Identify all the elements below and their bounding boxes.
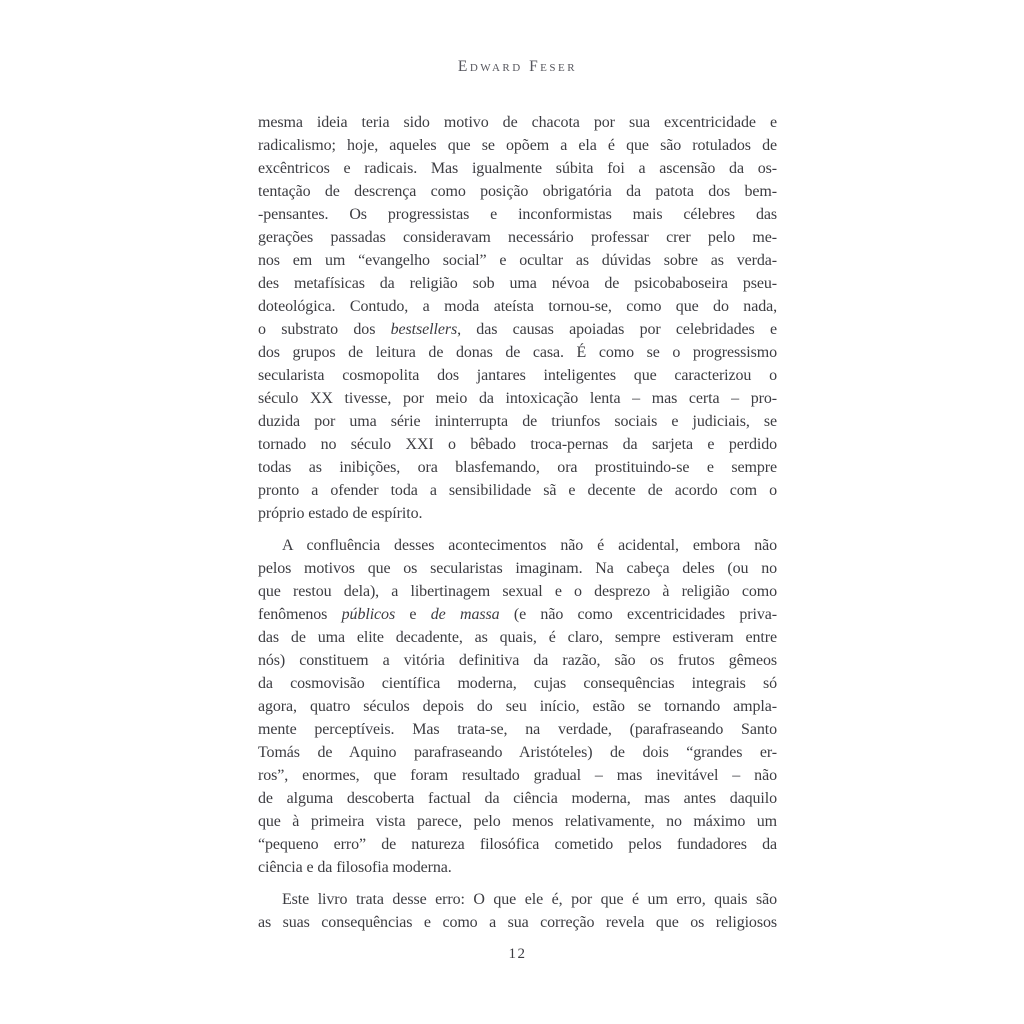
text-line: que à primeira vista parece, pelo menos relativamente, no máximo um <box>258 813 777 830</box>
text-line: de alguma descoberta factual da ciência moderna, mas antes daquilo <box>258 790 777 807</box>
body-text <box>258 111 777 943</box>
text-line: todas as inibições, ora blasfemando, ora prostituindo-se e sempre <box>258 459 777 476</box>
text-line: pronto a ofender toda a sensibilidade sã e decente de acordo com o <box>258 482 777 499</box>
paragraph <box>258 111 777 525</box>
text-line: ros”, enormes, que foram resultado gradual – mas inevitável – não <box>258 767 777 784</box>
paragraph <box>258 888 777 934</box>
text-line: pelos motivos que os secularistas imaginam. Na cabeça deles (ou no <box>258 560 777 577</box>
text-line: Este livro trata desse erro: O que ele é, por que é um erro, quais são <box>282 891 777 908</box>
text-line: fenômenos públicos e de massa (e não como excentricidades priva- <box>258 606 777 623</box>
running-header: Edward Feser <box>457 58 578 75</box>
text-line: nos em um “evangelho social” e ocultar as dúvidas sobre as verda- <box>258 252 777 269</box>
text-line: duzida por uma série ininterrupta de triunfos sociais e judiciais, se <box>258 413 777 430</box>
text-line: “pequeno erro” de natureza filosófica cometido pelos fundadores da <box>258 836 777 853</box>
text-line: tentação de descrença como posição obrigatória da patota dos bem- <box>258 183 777 200</box>
text-line: gerações passadas consideravam necessário professar crer pelo me- <box>258 229 777 246</box>
text-line: tornado no século XXI o bêbado troca-pernas da sarjeta e perdido <box>258 436 777 453</box>
text-line: des metafísicas da religião sob uma névoa de psicobaboseira pseu- <box>258 275 777 292</box>
text-line: radicalismo; hoje, aqueles que se opõem a ela é que são rotulados de <box>258 137 777 154</box>
text-line: que restou dela), a libertinagem sexual e o desprezo à religião como <box>258 583 777 600</box>
text-line: das de uma elite decadente, as quais, é claro, sempre estiveram entre <box>258 629 777 646</box>
text-line: mente perceptíveis. Mas trata-se, na verdade, (parafraseando Santo <box>258 721 777 738</box>
text-line: século XX tivesse, por meio da intoxicação lenta – mas certa – pro- <box>258 390 777 407</box>
text-line: as suas consequências e como a sua correção revela que os religiosos <box>258 914 777 931</box>
text-line: -pensantes. Os progressistas e inconformistas mais célebres das <box>258 206 777 223</box>
text-line: A confluência desses acontecimentos não é acidental, embora não <box>282 537 777 554</box>
text-line: mesma ideia teria sido motivo de chacota por sua excentricidade e <box>258 114 777 131</box>
text-line: Tomás de Aquino parafraseando Aristóteles) de dois “grandes er- <box>258 744 777 761</box>
page-number: 12 <box>508 946 527 962</box>
text-line: nós) constituem a vitória definitiva da razão, são os frutos gêmeos <box>258 652 777 669</box>
text-line: secularista cosmopolita dos jantares inteligentes que caracterizou o <box>258 367 777 384</box>
text-line: da cosmovisão científica moderna, cujas consequências integrais só <box>258 675 777 692</box>
text-line: ciência e da filosofia moderna. <box>258 859 452 876</box>
text-line: doteológica. Contudo, a moda ateísta tornou-se, como que do nada, <box>258 298 777 315</box>
text-line: excêntricos e radicais. Mas igualmente súbita foi a ascensão da os- <box>258 160 777 177</box>
text-line: o substrato dos bestsellers, das causas apoiadas por celebridades e <box>258 321 777 338</box>
text-line: próprio estado de espírito. <box>258 505 423 522</box>
text-line: agora, quatro séculos depois do seu início, estão se tornando ampla- <box>258 698 777 715</box>
paragraph <box>258 534 777 879</box>
text-line: dos grupos de leitura de donas de casa. É como se o progressismo <box>258 344 777 361</box>
